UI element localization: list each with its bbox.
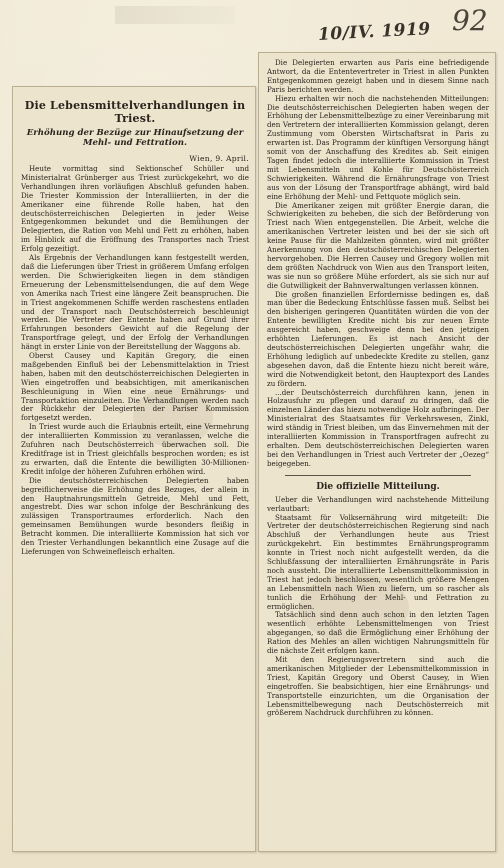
article-paragraph: Mit den Regierungsvertretern sind auch die amerikanischen Mitglieder der Lebensmittelkommission in Triest, Kapitän Gregory und Oberst Causey, in Wien eingetroffen. Sie beabsichtigen, hier eine Ernährungs- und Transportstelle einzurichten, um die Organisation der Lebensmittelbewegung nach Deutschösterreich mit größerem Nachdruck durchführen zu können. <box>267 655 489 718</box>
clipping-left-column <box>21 93 249 845</box>
article-paragraph: Die großen finanziellen Erfordernisse bedingen es, daß man über die Bedeckung Entschlüsse fassen muß. Selbst bei den bisherigen geringeren Quantitäten würden die von der Entente bewilligten Kredite nicht bis zur neuen Ernte ausgereicht haben, geschweige denn bei den jetzigen erhöhten Lieferungen. Es ist nach Ansicht der deutschösterreichischen Delegierten ungefähr wahr, die Erhöhung lediglich auf unbedeckte Kredite zu stellen, ganz abgesehen davon, daß die Entente hiezu nicht bereit wäre, wird die Notwendigkeit betont, den Hauptexport des Landes zu fördern. <box>267 289 489 388</box>
faded-letterhead <box>115 6 235 24</box>
handwritten-date: 10/IV. 1919 <box>317 19 432 45</box>
article-subheadline: Erhöhung der Bezüge zur Hinaufsetzung der Mehl- und Fettration. <box>26 128 244 148</box>
article-paragraph: Die Amerikaner zeigen mit größter Energie daran, die Schwierigkeiten zu beheben, die sich der Beförderung von Triest nach Wien entgegenstellen. Die Arbeit, welche die amerikanischen Vertreter leisten und bei der sie sich oft keine Pause für die Mahlzeiten gönnten, wird mit größter Anerkennung von den deutschösterreichischen Delegierten hervorgehoben. Die Herren Causey und Gregory wollen mit dem größten Nachdruck von Wien aus den Transport leiten, was sie nun so größere Mühe erfordert, als sie sich nur auf die Gutwilligkeit der Bahnverwaltungen verlassen können. <box>267 200 489 290</box>
article-paragraph: Die deutschösterreichischen Delegierten haben begreiflicherweise die Erhöhung des Bezuges, der allein in den Hauptnahrungsmitteln Getreide, Mehl und Fett, angestrebt. Dies war schon infolge der Beschränkung des zulässigen Transportraumes erforderlich. Nach den gemeinsamen Bemühungen wurde besonders fleißig in Betracht kommen. Die interalliierte Kommission hat sich vor den Triester Verhandlungen bekanntlich eine Zusage auf die Lieferungen von Schweinefleisch erhalten. <box>21 475 249 556</box>
article-dateline: Wien, 9. April. <box>189 154 249 163</box>
clipping-right-column <box>267 59 489 845</box>
article-paragraph: Oberst Causey und Kapitän Gregory, die einen maßgebenden Einfluß bei der Lebensmittelaktion in Triest haben, haben mit den deutschösterreichischen Delegierten in Wien eingetroffen und beabsichtigen, mit amerikanischen Beschleunigung in Wien eine neue Ernährungs- und Transportaktion einzuleiten. Die Verhandlungen werden nach der Rückkehr der Delegierten der Pariser Kommission fortgesetzt werden. <box>21 351 249 423</box>
newspaper-clipping-left <box>12 86 256 852</box>
newspaper-clipping-right <box>258 52 496 852</box>
article-paragraph: Die Delegierten erwarten aus Paris eine befriedigende Antwort, da die Ententevertreter in Triest in allen Punkten Entgegenkommen gezeigt haben und in diesem Sinne nach Paris berichten werden. <box>267 59 489 94</box>
article-paragraph: ...der Deutschösterreich durchführen kann, jenen in Holzausfuhr zu pflegen und darauf zu dringen, daß die einzelnen Länder das hiezu notwendige Holz aufbringen. Der Ministerialrat des Staatsamtes für Verkehrswesen, Zinkl, wird ständig in Triest bleiben, um das Einvernehmen mit der interalliierten Kommission in Transportfragen aufrecht zu erhalten. Dem deutschösterreichischen Delegierten waren bei den Verhandlungen in Triest auch Vertreter der „Oezeg“ beigegeben. <box>267 387 489 468</box>
article-headline: Die Lebensmittelverhandlungen in Triest. <box>24 99 246 125</box>
article-paragraph: Als Ergebnis der Verhandlungen kann festgestellt werden, daß die Lieferungen über Triest in größerem Umfang erfolgen werden. Die Schwierigkeiten liegen in dem ständigen Erneuerung der Lebensmittelsendungen, die auf dem Wege von Amerika nach Triest eine längere Zeit beanspruchen. Die in Triest angekommenen Schiffe werden raschestens entladen und der Transport nach Deutschösterreich beschleunigt werden. Die Vertreter der Entente haben auf Grund ihrer Erfahrungen besonders Gewicht auf die Regelung der Transportfrage gelegt, und der Erfolg der Verhandlungen hängt in erster Linie von der Bereitstellung der Waggons ab. <box>21 253 249 352</box>
section-title: Die offizielle Mitteilung. <box>316 481 440 492</box>
article-paragraph: Hiezu erhalten wir noch die nachstehenden Mitteilungen: Die deutschösterreichischen Delegierten haben wegen der Erhöhung der Lebensmittelbezüge zu einer Vereinbarung mit den Vertretern der interalliierten Kommission gelangt, deren Zustimmung vom Obersten Wirtschaftsrat in Paris zu erwarten ist. Das Programm der künftigen Versorgung hängt somit von der Anschaffung des Kredites ab. Seit einigen Tagen findet jedoch die interalliierte Kommission in Triest mit Lebensmitteln und Kohle für Deutschösterreich Schwierigkeiten. Während die Ernährungsfrage von Triest aus von der Lösung der Transportfrage abhängt, wird bald eine Erhöhung der Mehl- und Fettquote möglich sein. <box>267 93 489 201</box>
section-divider <box>285 475 471 476</box>
article-paragraph: Tatsächlich sind denn auch schon in den letzten Tagen wesentlich erhöhte Lebensmittelmengen von Triest abgegangen, so daß die Ermöglichung einer Erhöhung der Ration des Mehles an allen wichtigen Nahrungsmitteln für die nächste Zeit erfolgen kann. <box>267 610 489 656</box>
article-paragraph: Heute vormittag sind Sektionschef Schüller und Ministerialrat Grünberger aus Triest zurückgekehrt, wo die Verhandlungen ihren vorläufigen Abschluß gefunden haben. Die Triester Kommission der Interalliierten, in der die Amerikaner eine führende Rolle haben, hat den deutschösterreichischen Delegierten in jeder Weise Entgegenkommen bekundet und die Bemühungen der Delegierten, die Ration von Mehl und Fett zu erhöhen, haben im Hinblick auf die Eröffnung des Transportes nach Triest Erfolg gezeitigt. <box>21 164 249 254</box>
article-paragraph: Ueber die Verhandlungen wird nachstehende Mitteilung verlautbart: <box>267 494 489 513</box>
article-paragraph: Staatsamt für Volksernährung wird mitgeteilt: Die Vertreter der deutschösterreichischen Regierung sind nach Abschluß der Verhandlungen heute aus Triest zurückgekehrt. Ein bestimmtes Ernährungsprogramm konnte in Triest noch nicht aufgestellt werden, da die Schlußfassung der interalliierten Ernährungsräte in Paris noch aussteht. Die interalliierte Lebensmittelkommission in Triest hat jedoch beschlossen, wesentlich größere Mengen an Lebensmitteln nach Wien zu liefern, um so rascher als tunlich die Erhöhung der Mehl- und Fettration zu ermöglichen. <box>267 512 489 611</box>
article-paragraph: In Triest wurde auch die Erlaubnis erteilt, eine Vermehrung der interalliierten Kommission zu veranlassen, welche die Zufuhren nach Deutschösterreich überwachen soll. Die Kreditfrage ist in Triest gleichfalls besprochen worden; es ist zu erwarten, daß die Entente die bewilligten 30-Millionen-Kredit infolge der höheren Zufuhren erhöhen wird. <box>21 422 249 476</box>
handwritten-page-number: 92 <box>452 4 488 37</box>
